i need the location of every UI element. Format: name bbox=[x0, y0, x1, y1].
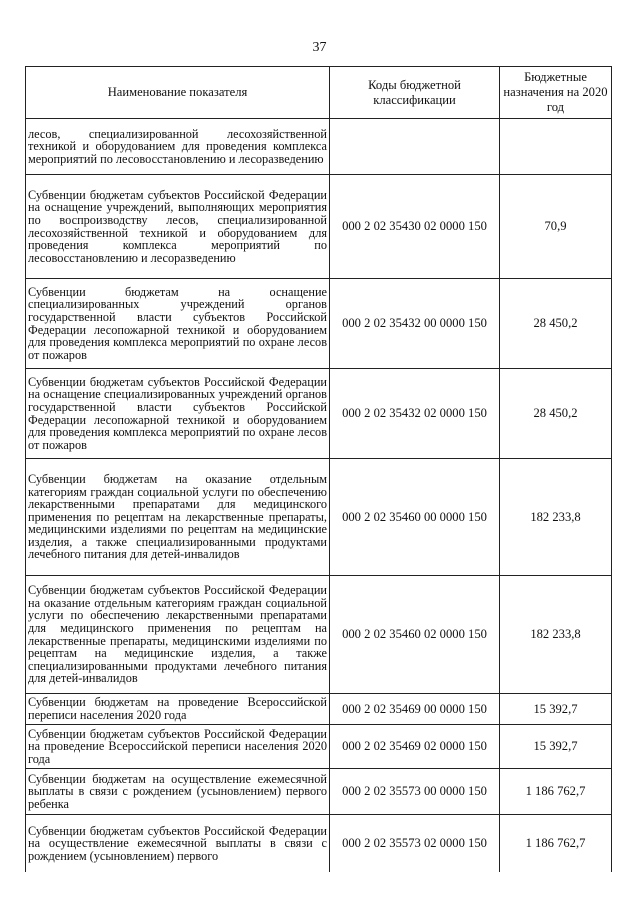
indicator-name: Субвенции бюджетам субъектов Российской Федерации на оснащение специализированных учреждений органов государственной власти субъектов Российской Федерации лесопожарной техникой и оборудованием для проведения комплекса мероприятий по охране лесов от пожаров bbox=[26, 369, 330, 459]
budget-code: 000 2 02 35469 00 0000 150 bbox=[330, 694, 500, 725]
table-row bbox=[26, 725, 612, 769]
budget-code: 000 2 02 35460 02 0000 150 bbox=[330, 576, 500, 694]
indicator-name: Субвенции бюджетам на осуществление ежемесячной выплаты в связи с рождением (усыновлением) первого ребенка bbox=[26, 769, 330, 815]
budget-amount bbox=[500, 119, 612, 175]
indicator-name: Субвенции бюджетам на оснащение специализированных учреждений органов государственной власти субъектов Российской Федерации лесопожарной техникой и оборудованием для проведения комплекса мероприятий по охране лесов от пожаров bbox=[26, 279, 330, 369]
budget-amount: 15 392,7 bbox=[500, 725, 612, 769]
budget-code bbox=[330, 119, 500, 175]
indicator-name: Субвенции бюджетам субъектов Российской Федерации на оказание отдельным категориям граждан социальной услуги по обеспечению лекарственными препаратами для медицинского применения по рецептам на лекарственные препараты, медицинскими изделиями по рецептам на медицинские изделия, а также специализированными продуктами лечебного питания для детей-инвалидов bbox=[26, 576, 330, 694]
table-row bbox=[26, 694, 612, 725]
budget-amount: 1 186 762,7 bbox=[500, 815, 612, 873]
budget-amount: 15 392,7 bbox=[500, 694, 612, 725]
table-row bbox=[26, 459, 612, 576]
budget-code: 000 2 02 35432 02 0000 150 bbox=[330, 369, 500, 459]
budget-amount: 182 233,8 bbox=[500, 459, 612, 576]
budget-amount: 1 186 762,7 bbox=[500, 769, 612, 815]
indicator-name: Субвенции бюджетам на проведение Всероссийской переписи населения 2020 года bbox=[26, 694, 330, 725]
budget-code: 000 2 02 35469 02 0000 150 bbox=[330, 725, 500, 769]
header-indicator-name: Наименование показателя bbox=[26, 67, 330, 119]
page-number: 37 bbox=[312, 40, 327, 55]
budget-amount: 70,9 bbox=[500, 175, 612, 279]
table-row bbox=[26, 769, 612, 815]
table-row bbox=[26, 175, 612, 279]
header-budget-amount: Бюджетные назначения на 2020 год bbox=[500, 67, 612, 119]
budget-code: 000 2 02 35573 00 0000 150 bbox=[330, 769, 500, 815]
table-row bbox=[26, 279, 612, 369]
budget-amount: 28 450,2 bbox=[500, 279, 612, 369]
budget-code: 000 2 02 35573 02 0000 150 bbox=[330, 815, 500, 873]
budget-table bbox=[25, 66, 612, 873]
page-bottom-margin bbox=[0, 872, 639, 905]
indicator-name: Субвенции бюджетам субъектов Российской Федерации на оснащение учреждений, выполняющих мероприятия по воспроизводству лесов, специализированной лесохозяйственной техникой и оборудованием для проведения комплекса мероприятий по лесовосстановлению и лесоразведению bbox=[26, 175, 330, 279]
header-budget-code: Коды бюджетной классификации bbox=[330, 67, 500, 119]
table-row bbox=[26, 815, 612, 873]
budget-code: 000 2 02 35432 00 0000 150 bbox=[330, 279, 500, 369]
indicator-name: Субвенции бюджетам на оказание отдельным категориям граждан социальной услуги по обеспечению лекарственными препаратами для медицинского применения по рецептам на лекарственные препараты, медицинскими изделиями по рецептам на медицинские изделия, а также специализированными продуктами лечебного питания для детей-инвалидов bbox=[26, 459, 330, 576]
table-row bbox=[26, 576, 612, 694]
indicator-name: Субвенции бюджетам субъектов Российской Федерации на осуществление ежемесячной выплаты в связи с рождением (усыновлением) первого bbox=[26, 815, 330, 873]
table-header-row bbox=[26, 67, 612, 119]
budget-code: 000 2 02 35460 00 0000 150 bbox=[330, 459, 500, 576]
table-row bbox=[26, 369, 612, 459]
table-row bbox=[26, 119, 612, 175]
budget-amount: 182 233,8 bbox=[500, 576, 612, 694]
budget-code: 000 2 02 35430 02 0000 150 bbox=[330, 175, 500, 279]
budget-amount: 28 450,2 bbox=[500, 369, 612, 459]
indicator-name: лесов, специализированной лесохозяйственной техникой и оборудованием для проведения комплекса мероприятий по лесовосстановлению и лесоразведению bbox=[26, 119, 330, 175]
indicator-name: Субвенции бюджетам субъектов Российской Федерации на проведение Всероссийской переписи населения 2020 года bbox=[26, 725, 330, 769]
